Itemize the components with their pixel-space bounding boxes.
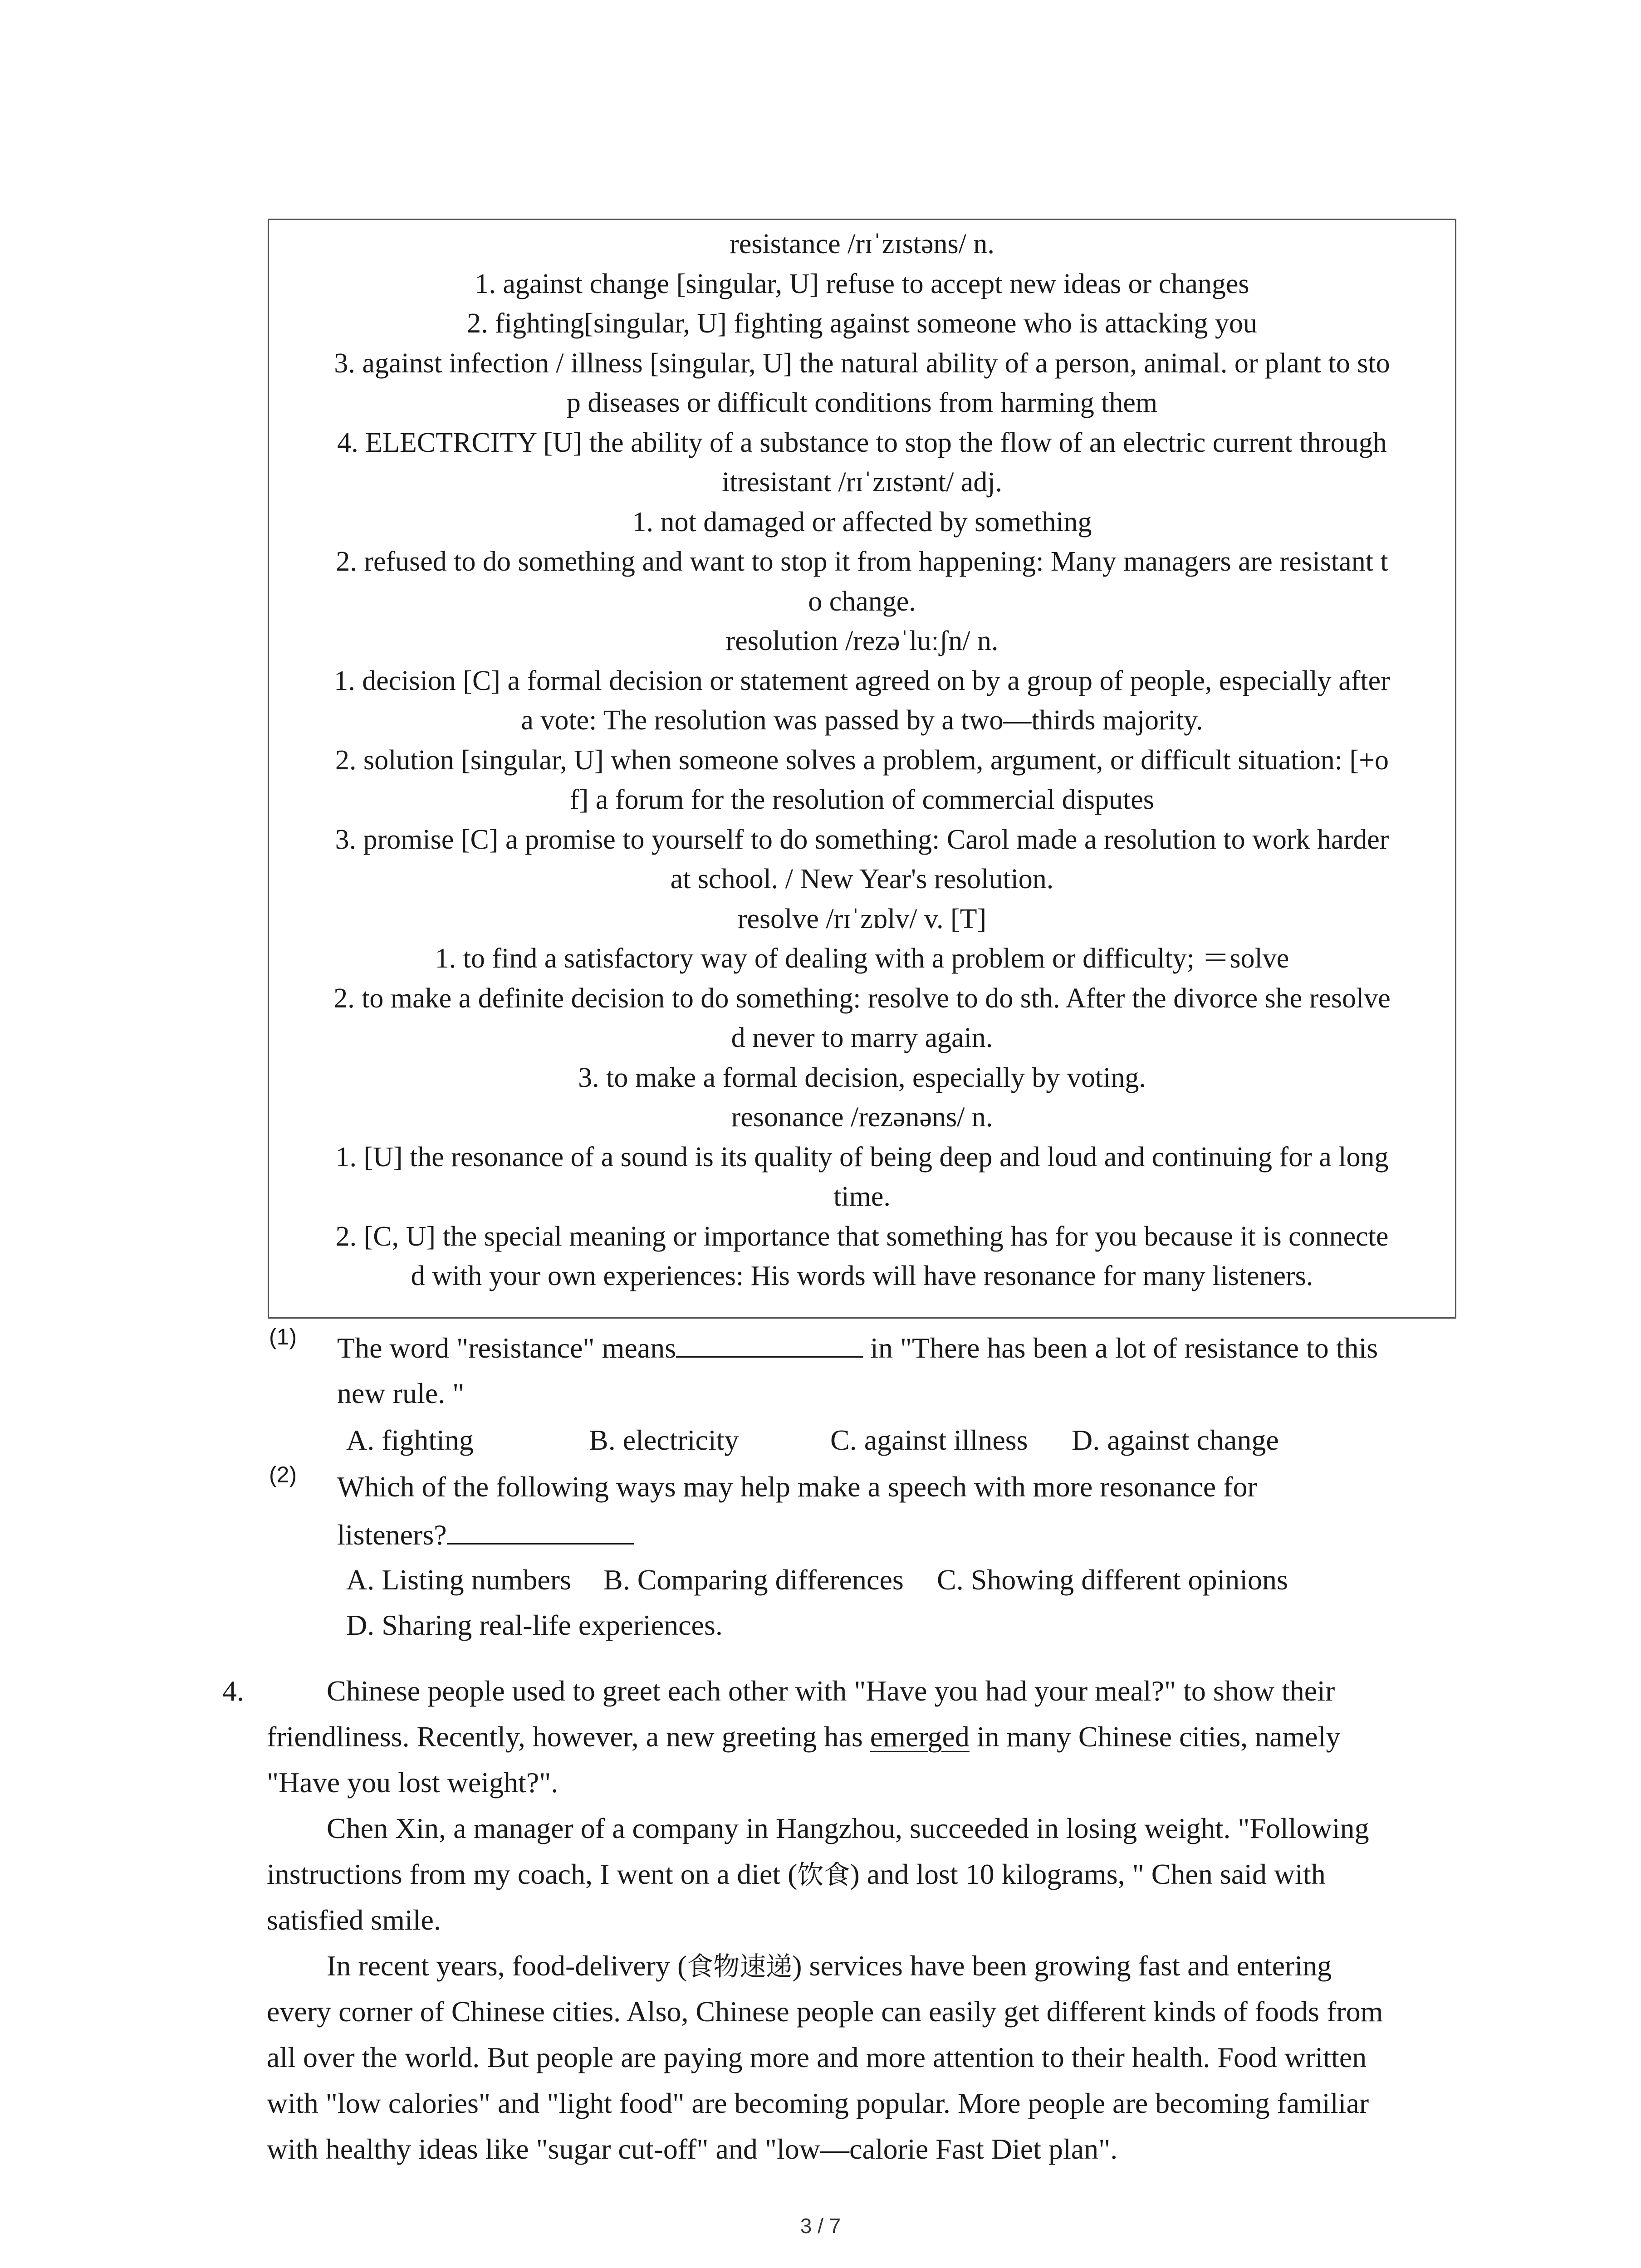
passage-line [267,1714,1340,1760]
option-d: D. against change [1072,1424,1279,1456]
passage-line: every corner of Chinese cities. Also, Chinese people can easily get different kinds of foods from [267,1995,1383,2028]
passage-text: friendliness. Recently, however, a new greeting has [267,1721,870,1753]
dict-line: 2. [C, U] the special meaning or importance that something has for you because it is connecte [335,1221,1389,1252]
dict-line: o change. [808,586,916,617]
question-number: (2) [269,1462,297,1487]
passage-line: Chen Xin, a manager of a company in Hangzhou, succeeded in losing weight. "Following [327,1812,1369,1844]
dict-line: 1. not damaged or affected by something [632,506,1092,538]
question-text: The word "resistance" means [337,1332,676,1364]
passage-line: with "low calories" and "light food" are becoming popular. More people are becoming familiar [267,2087,1369,2119]
dict-line: d never to marry again. [731,1022,993,1053]
option-b: B. electricity [589,1424,739,1456]
passage-line [267,1851,1326,1898]
dict-line: at school. / New Year's resolution. [670,864,1054,894]
dict-line: 2. to make a definite decision to do something: resolve to do sth. After the divorce she resolve [333,982,1391,1014]
option-c: C. Showing different opinions [937,1564,1288,1596]
option-a: A. fighting [346,1424,474,1456]
question-number: (1) [269,1324,297,1349]
passage-text: ) services have been growing fast and entering [792,1950,1332,1982]
question-1-line-1 [337,1325,1378,1371]
chinese-gloss: 食物速递 [687,1951,793,1982]
passage-text: in many Chinese cities, namely [969,1721,1341,1753]
dict-line: resolve /rɪˈzɒlv/ v. [T] [737,903,987,934]
passage-line: satisfied smile. [267,1904,441,1936]
dict-line: itresistant /rɪˈzɪstənt/ adj. [721,467,1003,498]
question-1-line-2: new rule. " [337,1377,465,1409]
dict-line: 1. [U] the resonance of a sound is its quality of being deep and loud and continuing for a long [335,1141,1389,1173]
answer-blank[interactable] [676,1328,863,1358]
answer-blank[interactable] [447,1515,634,1545]
option-b: B. Comparing differences [603,1564,904,1596]
underlined-word: emerged [870,1721,970,1753]
question-2-line-1: Which of the following ways may help make a speech with more resonance for [337,1471,1257,1503]
dict-line: resistance /rɪˈzɪstəns/ n. [730,229,994,259]
question-text: in "There has been a lot of resistance to this [863,1332,1378,1364]
dict-line: 3. to make a formal decision, especially by voting. [578,1062,1146,1093]
passage-number: 4. [222,1675,244,1707]
option-a: A. Listing numbers [346,1564,571,1596]
dict-line: time. [833,1181,891,1212]
passage-text: In recent years, food-delivery ( [327,1950,687,1982]
dict-line: p diseases or difficult conditions from harming them [566,387,1158,418]
dict-line: 3. promise [C] a promise to yourself to do something: Carol made a resolution to work harder [335,824,1389,855]
dict-line: 1. decision [C] a formal decision or statement agreed on by a group of people, especially after [334,665,1390,696]
passage-line: "Have you lost weight?". [267,1766,558,1799]
dict-line: 1. to find a satisfactory way of dealing with a problem or difficulty; ＝solve [435,943,1289,974]
passage-text: instructions from my coach, I went on a diet ( [267,1858,798,1890]
option-c: C. against illness [830,1424,1028,1456]
dict-line: 4. ELECTRCITY [U] the ability of a substance to stop the flow of an electric current through [337,427,1387,458]
question-text: listeners? [337,1519,447,1551]
page-number: 3 / 7 [800,2214,841,2238]
dict-line: f] a forum for the resolution of commercial disputes [570,784,1154,815]
dict-line: 2. fighting[singular, U] fighting against someone who is attacking you [467,308,1257,339]
dict-line: 1. against change [singular, U] refuse to accept new ideas or changes [475,268,1249,299]
chinese-gloss: 饮食 [797,1859,850,1890]
passage-line: Chinese people used to greet each other with "Have you had your meal?" to show their [327,1675,1335,1707]
option-d: D. Sharing real-life experiences. [346,1609,723,1641]
dict-line: resonance /rezənəns/ n. [731,1102,993,1133]
passage-line: all over the world. But people are paying more and more attention to their health. Food written [267,2041,1367,2073]
dict-line: d with your own experiences: His words will have resonance for many listeners. [411,1261,1313,1291]
dict-line: resolution /rezəˈluːʃn/ n. [725,626,999,656]
dict-line: a vote: The resolution was passed by a two—thirds majority. [521,705,1203,736]
dict-line: 3. against infection / illness [singular, U] the natural ability of a person, animal. or plant to sto [334,347,1390,379]
question-2-line-2 [337,1512,634,1558]
passage-line [327,1943,1332,1989]
dict-line: 2. refused to do something and want to stop it from happening: Many managers are resistant t [336,546,1388,577]
passage-text: ) and lost 10 kilograms, " Chen said with [850,1858,1326,1890]
passage-line: with healthy ideas like "sugar cut-off" and "low—calorie Fast Diet plan". [267,2133,1118,2165]
dictionary-box [268,219,1456,1319]
dict-line: 2. solution [singular, U] when someone solves a problem, argument, or difficult situation: [+o [335,744,1389,776]
